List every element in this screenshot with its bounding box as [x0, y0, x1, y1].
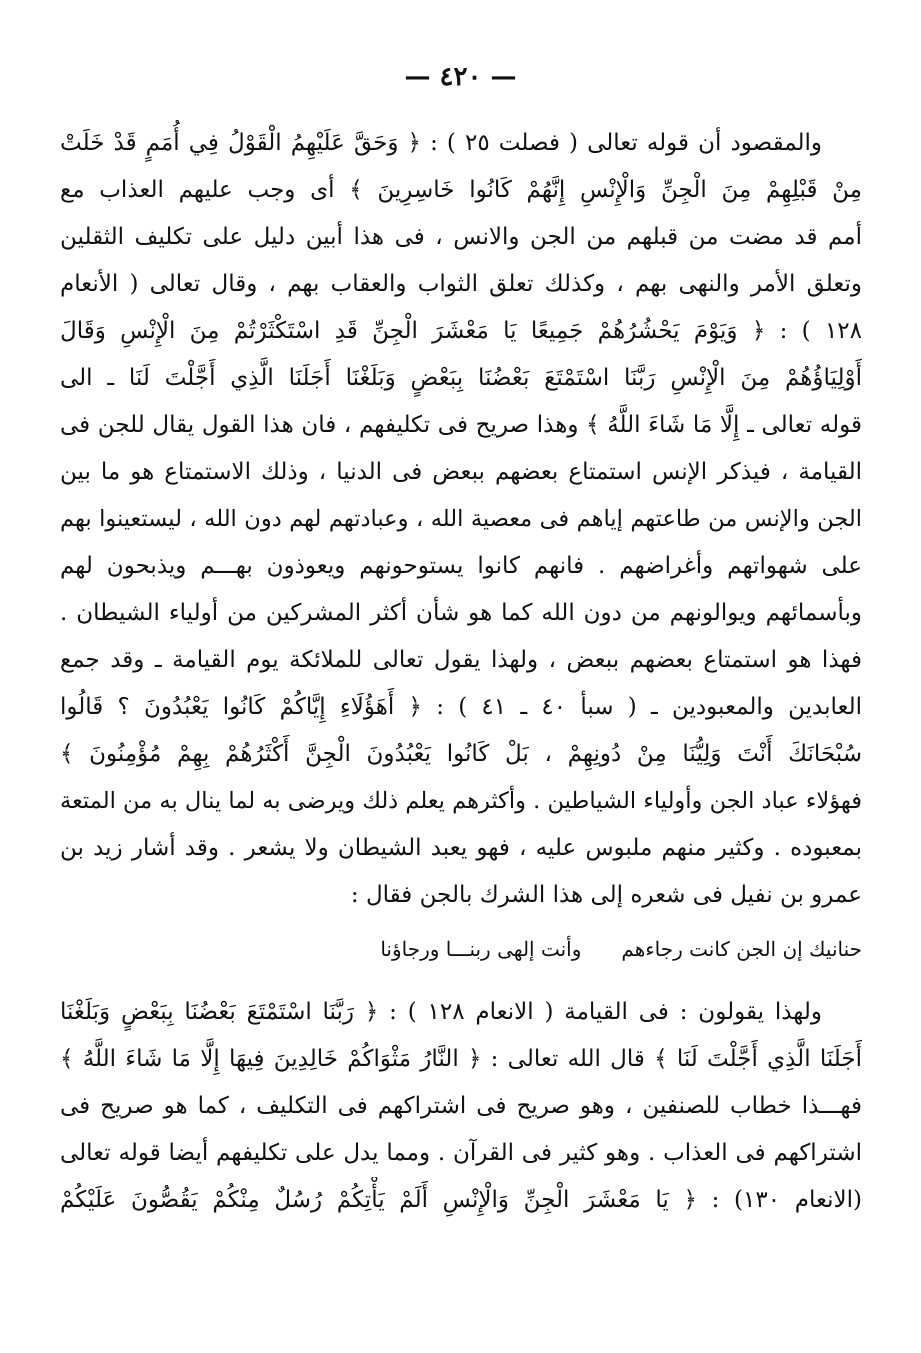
- text-line: فهـــذا خطاب للصنفين ، وهو صريح فى اشتراكهم فى التكليف ، كما هو صريح فى: [60, 1093, 862, 1119]
- text-line: مِنْ قَبْلِهِمْ مِنَ الْجِنِّ وَالْإِنْسِ إِنَّهُمْ كَانُوا خَاسِرِينَ ﴾ أى وجب عليهم العذاب مع: [60, 177, 862, 203]
- text-line: وتعلق الأمر والنهى بهم ، وكذلك تعلق الثواب والعقاب بهم ، وقال تعالى ( الأنعام: [60, 271, 862, 297]
- text-line: اشتراكهم فى العذاب . وهو كثير فى القرآن . ومما يدل على تكليفهم أيضا قوله تعالى: [60, 1140, 862, 1166]
- text-line: فهؤلاء عباد الجن وأولياء الشياطين . وأكثرهم يعلم ذلك ويرضى به لما ينال به من المتعة: [60, 788, 862, 814]
- text-line: على شهواتهم وأغراضهم . فانهم كانوا يستوحونهم ويعوذون بهـــم ويذبحون لهم: [60, 553, 862, 579]
- text-line: أَوْلِيَاؤُهُمْ مِنَ الْإِنْسِ رَبَّنَا اسْتَمْتَعَ بَعْضُنَا بِبَعْضٍ وَبَلَغْنَا أَجَلَنَا الَّذِي أَجَّلْتَ لَنَا ـ الى: [60, 365, 862, 391]
- poem-verse: [60, 919, 862, 979]
- text-line: ١٢٨ ) : ﴿ وَيَوْمَ يَحْشُرُهُمْ جَمِيعًا يَا مَعْشَرَ الْجِنِّ قَدِ اسْتَكْثَرْتُمْ مِنَ الْإِنْسِ وَقَالَ: [60, 318, 862, 344]
- text-line: العابدين والمعبودين ـ ( سبأ ٤٠ ـ ٤١ ) : ﴿ أَهَؤُلَاءِ إِيَّاكُمْ كَانُوا يَعْبُدُونَ ؟ قَالُوا: [60, 694, 862, 720]
- text-line: الجن والإنس من طاعتهم إياهم فى معصية الله ، وعبادتهم لهم دون الله ، ليستعينوا بهم: [60, 506, 862, 532]
- page-body: [60, 120, 862, 1224]
- text-line: بمعبوده . وكثير منهم ملبوس عليه ، فهو يعبد الشيطان ولا يشعر . وقد أشار زيد بن: [60, 835, 862, 861]
- text-line: أمم قد مضت من قبلهم من الجن والانس ، فى هذا أبين دليل على تكليف الثقلين: [60, 224, 862, 250]
- text-line: (الانعام ١٣٠) : ﴿ يَا مَعْشَرَ الْجِنِّ وَالْإِنْسِ أَلَمْ يَأْتِكُمْ رُسُلٌ مِنْكُمْ يَقُصُّونَ عَلَيْكُمْ: [60, 1187, 862, 1213]
- text-line: ولهذا يقولون : فى القيامة ( الانعام ١٢٨ ) : ﴿ رَبَّنَا اسْتَمْتَعَ بَعْضُنَا بِبَعْضٍ وَبَلَغْنَا: [60, 999, 822, 1025]
- page-number: — ٤٢٠ —: [404, 62, 517, 92]
- text-line: القيامة ، فيذكر الإنس استمتاع بعضهم ببعض فى الدنيا ، وذلك الاستمتاع هو ما بين: [60, 459, 862, 485]
- text-line: فهذا هو استمتاع بعضهم ببعض ، ولهذا يقول تعالى للملائكة يوم القيامة ـ وقد جمع: [60, 647, 862, 673]
- text-line: سُبْحَانَكَ أَنْتَ وَلِيُّنَا مِنْ دُونِهِمْ ، بَلْ كَانُوا يَعْبُدُونَ الْجِنَّ أَكْثَرُهُمْ بِهِمْ مُؤْمِنُونَ ﴾: [60, 741, 862, 767]
- text-line: عمرو بن نفيل فى شعره إلى هذا الشرك بالجن فقال :: [350, 882, 862, 908]
- text-line: وبأسمائهم ويوالونهم من دون الله كما هو شأن أكثر المشركين من أولياء الشيطان .: [60, 600, 862, 626]
- text-line: قوله تعالى ـ إِلَّا مَا شَاءَ اللَّهُ ﴾ وهذا صريح فى تكليفهم ، فان هذا القول يقال للجن فى: [60, 412, 862, 438]
- text-line: أَجَلَنَا الَّذِي أَجَّلْتَ لَنَا ﴾ قال الله تعالى : ﴿ النَّارُ مَثْوَاكُمْ خَالِدِينَ فِيهَا إِلَّا مَا شَاءَ اللَّهُ ﴾: [60, 1046, 862, 1072]
- text-line: والمقصود أن قوله تعالى ( فصلت ٢٥ ) : ﴿ وَحَقَّ عَلَيْهِمُ الْقَوْلُ فِي أُمَمٍ قَدْ خَلَتْ: [60, 130, 822, 156]
- poem-hemistich-right: حنانيك إن الجن كانت رجاءهم: [621, 937, 862, 961]
- poem-hemistich-left: وأنت إلهى ربنـــا ورجاؤنا: [380, 937, 582, 961]
